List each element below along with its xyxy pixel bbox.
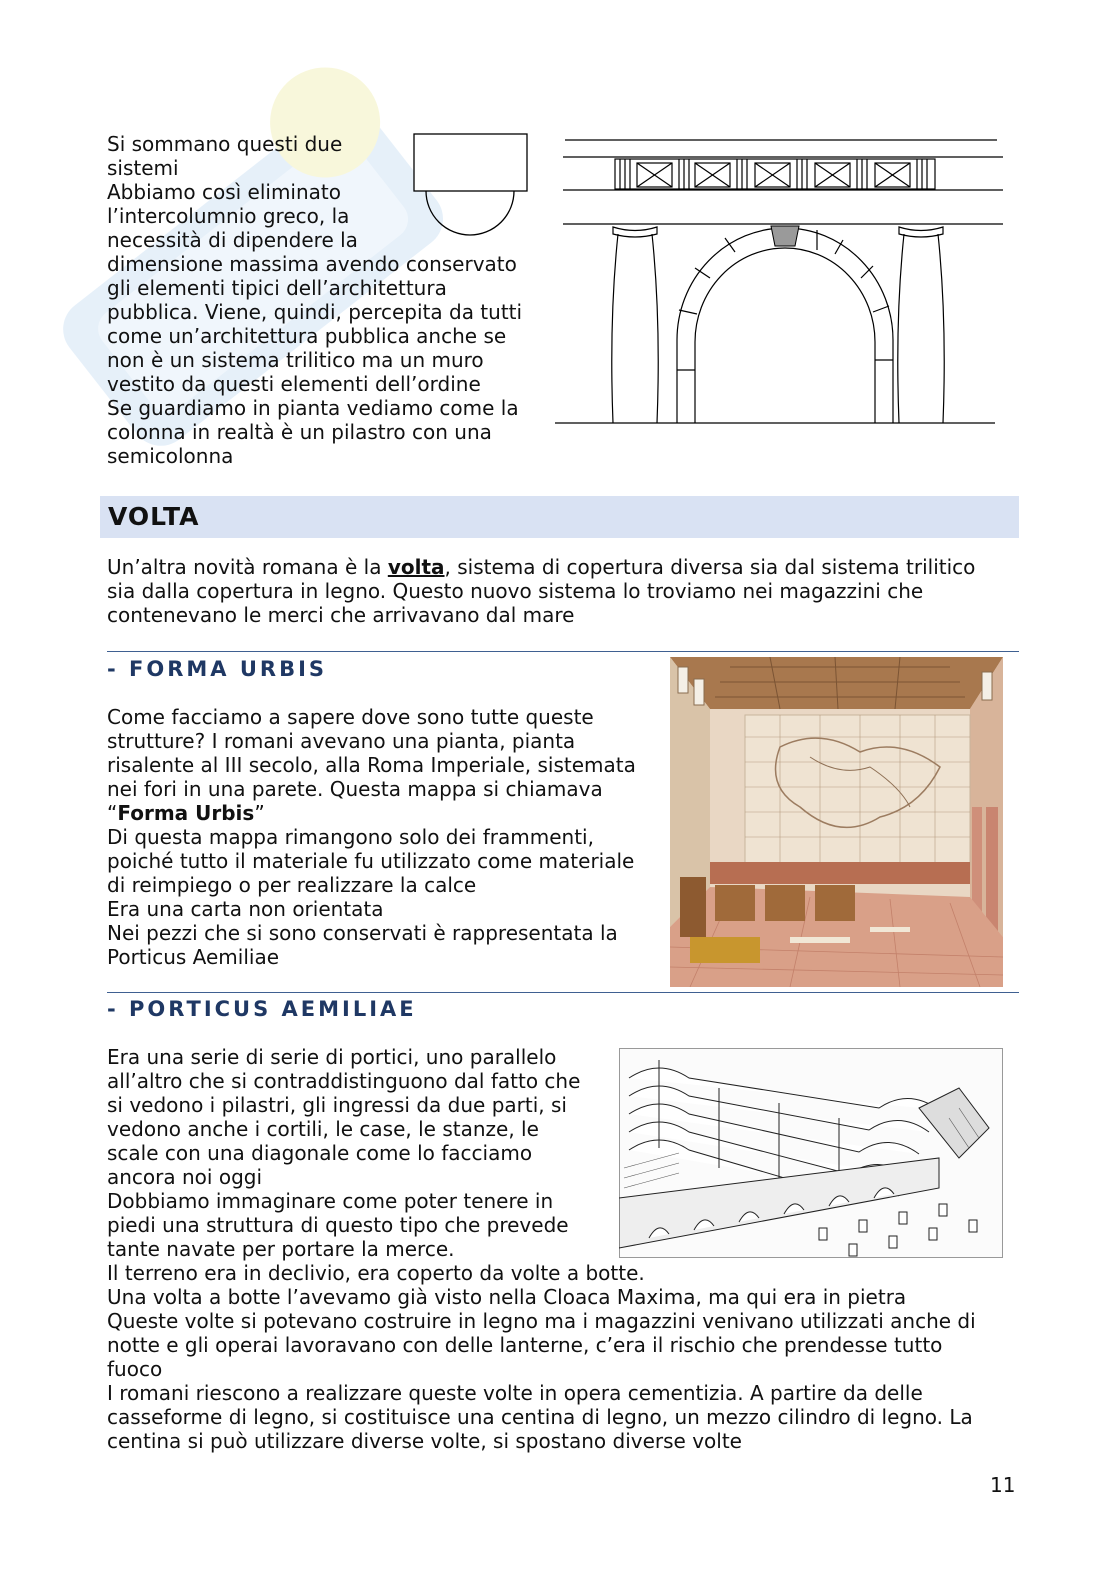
forma-urbis-room-illustration — [670, 657, 1003, 987]
sub-heading-porticus-aemiliae: - PORTICUS AEMILIAE — [107, 997, 417, 1021]
porticus-rule — [107, 992, 1019, 993]
section-heading-volta-text: VOLTA — [108, 502, 200, 531]
section-heading-volta — [100, 496, 1019, 538]
forma-urbis-rule — [107, 651, 1019, 652]
porticus-aemiliae-drawing — [619, 1048, 1003, 1258]
volta-keyword: volta — [387, 555, 445, 579]
forma-urbis-text-1: Come facciamo a sapere dove sono tutte queste strutture? I romani avevano una pianta, pianta risalente al III secolo, alla Roma Imperiale, sistemata nei fori in una parete. Questa mappa si chiamava — [107, 705, 636, 801]
arch-order-elevation-diagram — [555, 130, 1015, 430]
forma-urbis-name: Forma Urbis — [117, 801, 255, 825]
quote-close: ” — [254, 801, 265, 825]
pillar-semicolumn-plan-diagram — [410, 130, 532, 240]
volta-text-rest: , sistema di copertura diversa sia dal sistema trilitico sia dalla copertura in legno. Questo nuovo sistema lo troviamo nei magazzini che contenevano le merci che arrivavano dal mare — [107, 555, 976, 627]
porticus-paragraph-1: Era una serie di serie di portici, uno parallelo all’altro che si contraddistinguono dal fatto che si vedono i pilastri, gli ingressi da due parti, si vedono anche i cortili, le case, le stanze, le scale con una diagonale come lo facciamo ancora noi oggi Dobbiamo immaginare come poter tenere in piedi una struttura di questo tipo che prevede tante navate per portare la merce. — [107, 1045, 581, 1261]
intro-paragraph: Si sommano questi due sistemi Abbiamo così eliminato l’intercolumnio greco, la necessità di dipendere la dimensione massima avendo conservato gli elementi tipici dell’architettura pubblica. Viene, quindi, percepita da tutti come un’architettura pubblica anche se non è un sistema trilitico ma un muro vestito da questi elementi dell’ordine Se guardiamo in pianta vediamo come la colonna in realtà è un pilastro con una semicolonna — [107, 132, 523, 468]
volta-text-lead: Un’altra novità romana è la — [107, 555, 388, 579]
porticus-paragraph-2: Il terreno era in declivio, era coperto da volte a botte. Una volta a botte l’avevamo già visto nella Cloaca Maxima, ma qui era in pietra Queste volte si potevano costruire in legno ma i magazzini venivano utilizzati anche di notte e gli operai lavoravano con delle lanterne, c’era il rischio che prendesse tutto fuoco I romani riescono a realizzare queste volte in opera cementizia. A partire da delle casseforme di legno, si costituisce una centina di legno, un mezzo cilindro di legno. La centina si può utilizzare diverse volte, si spostano diverse volte — [107, 1261, 976, 1453]
forma-urbis-paragraph — [107, 705, 667, 969]
sub-heading-forma-urbis: - FORMA URBIS — [107, 657, 328, 681]
forma-urbis-text-2: Di questa mappa rimangono solo dei frammenti, poiché tutto il materiale fu utilizzato come materiale di reimpiego o per realizzare la calce Era una carta non orientata Nei pezzi che si sono conservati è rappresentata la Porticus Aemiliae — [107, 825, 635, 969]
quote-open: “ — [107, 801, 118, 825]
page-number: 11 — [990, 1473, 1016, 1497]
volta-paragraph — [107, 555, 1019, 627]
